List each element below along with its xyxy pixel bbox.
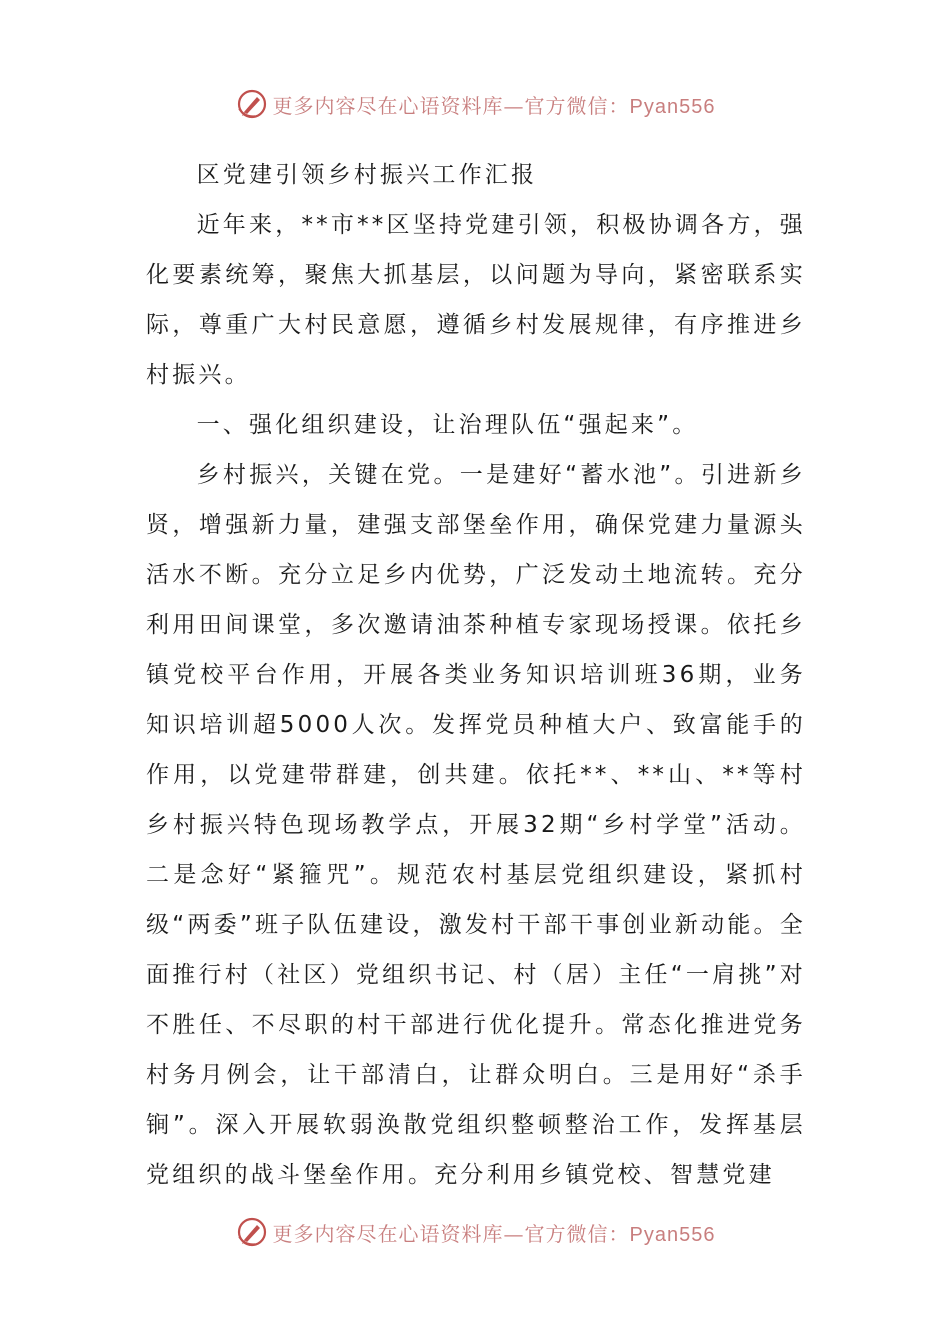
watermark-footer: [0, 1212, 950, 1252]
document-body: [146, 150, 806, 1200]
pen-logo-icon: [235, 1215, 269, 1249]
watermark-label: 更多内容尽在心语资料库—官方微信：: [272, 93, 630, 118]
watermark-wechat-id: Pyan556: [629, 95, 716, 118]
watermark-header: [0, 84, 950, 124]
document-title: 区党建引领乡村振兴工作汇报: [196, 162, 538, 188]
pen-logo-icon: [235, 87, 269, 121]
watermark-label: 更多内容尽在心语资料库—官方微信：: [272, 1221, 630, 1246]
paragraph-section-1: 乡村振兴，关键在党。一是建好“蓄水池”。引进新乡贤，增强新力量，建强支部堡垒作用，确保党建力量源头活水不断。充分立足乡内优势，广泛发动土地流转。充分利用田间课堂，多次邀请油茶种植专家现场授课。依托乡镇党校平台作用，开展各类业务知识培训班36期，业务知识培训超5000人次。发挥党员种植大户、致富能手的作用，以党建带群建，创共建。依托**、**山、**等村乡村振兴特色现场教学点，开展32期“乡村学堂”活动。二是念好“紧箍咒”。规范农村基层党组织建设，紧抓村级“两委”班子队伍建设，激发村干部干事创业新动能。全面推行村（社区）党组织书记、村（居）主任“一肩挑”对不胜任、不尽职的村干部进行优化提升。常态化推进党务村务月例会，让干部清白，让群众明白。三是用好“杀手锏”。深入开展软弱涣散党组织整顿整治工作，发挥基层党组织的战斗堡垒作用。充分利用乡镇党校、智慧党建: [146, 462, 806, 1188]
watermark-wechat-id: Pyan556: [629, 1223, 716, 1246]
paragraph-intro: 近年来，**市**区坚持党建引领，积极协调各方，强化要素统筹，聚焦大抓基层，以问题为导向，紧密联系实际，尊重广大村民意愿，遵循乡村发展规律，有序推进乡村振兴。: [146, 212, 806, 388]
watermark-text: [273, 1218, 716, 1247]
section-heading-1: 一、强化组织建设，让治理队伍“强起来”。: [196, 412, 699, 438]
watermark-text: [273, 90, 716, 119]
